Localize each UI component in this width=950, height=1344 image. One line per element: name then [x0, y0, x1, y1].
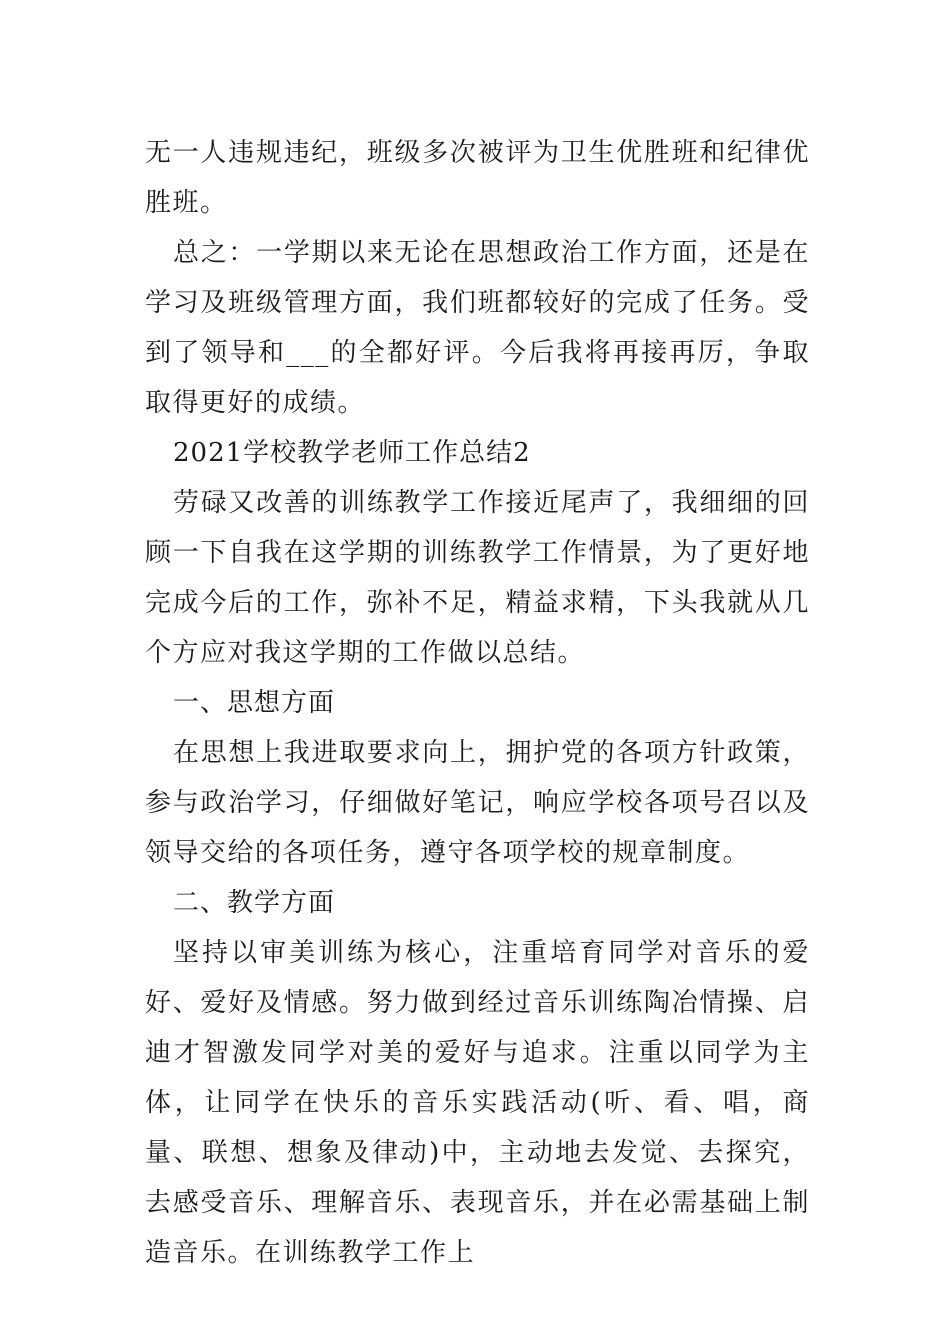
paragraph-teaching: 坚持以审美训练为核心，注重培育同学对音乐的爱好、爱好及情感。努力做到经过音乐训练陶冶情操、启迪才智激发同学对美的爱好与追求。注重以同学为主体，让同学在快乐的音乐实践活动(听、看、唱，商量、联想、想象及律动)中，主动地去发觉、去探究，去感受音乐、理解音乐、表现音乐，并在必需基础上制造音乐。在训练教学工作上 [145, 938, 810, 1268]
paragraph-ideology: 在思想上我进取要求向上，拥护党的各项方针政策，参与政治学习，仔细做好笔记，响应学校各项号召以及领导交给的各项任务，遵守各项学校的规章制度。 [145, 738, 810, 868]
paragraph-discipline-summary: 无一人违规违纪，班级多次被评为卫生优胜班和纪律优胜班。 [145, 138, 810, 218]
section-title-summary-2: 2021学校教学老师工作总结2 [173, 438, 531, 468]
paragraph-introduction: 劳碌又改善的训练教学工作接近尾声了，我细细的回顾一下自我在这学期的训练教学工作情景，为了更好地完成今后的工作，弥补不足，精益求精，下头我就从几个方应对我这学期的工作做以总结。 [145, 488, 810, 668]
paragraph-conclusion: 总之：一学期以来无论在思想政治工作方面，还是在学习及班级管理方面，我们班都较好的完成了任务。受到了领导和___的全都好评。今后我将再接再厉，争取取得更好的成绩。 [145, 238, 810, 418]
section-heading-ideology: 一、思想方面 [173, 688, 336, 718]
section-heading-teaching: 二、教学方面 [173, 888, 336, 918]
document-body [145, 128, 810, 1278]
